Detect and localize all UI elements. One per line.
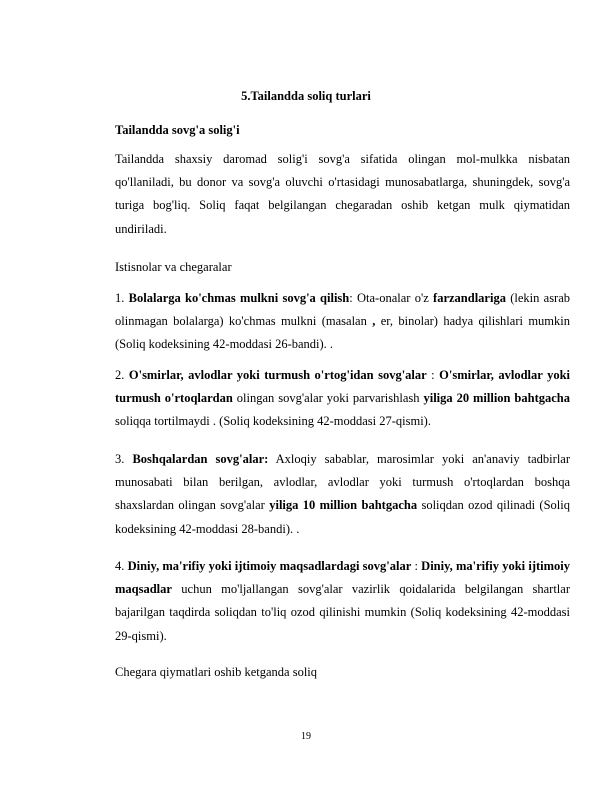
list-item-2: [88, 364, 570, 434]
list-item-bold: Boshqalardan sovg'alar:: [132, 452, 269, 466]
list-item-bold: yiliga 10 million bahtgacha: [269, 498, 418, 513]
closing-paragraph: [88, 661, 570, 684]
list-item-bold: ,: [372, 314, 376, 329]
list-item-bold: O'smirlar, avlodlar yoki turmush o'rtoqlardan: [115, 368, 571, 406]
list-item-text: (lekin asrab olinmagan bolalarga) ko'chmas mulkni (masalan: [115, 291, 571, 329]
list-item-bold: farzandlariga: [433, 291, 506, 305]
list-item-text: Axloqiy sabablar, marosimlar yoki an'anaviy tadbirlar munosabati bilan berilgan, avlodlar, avlodlar yoki turmush o'rtoqlardan boshqa shaxslardan olingan sovg'alar: [115, 452, 571, 513]
page-number: 19: [301, 731, 311, 742]
list-item-number: 1.: [115, 291, 125, 305]
list-item-bold: yiliga 20 million bahtgacha: [423, 391, 571, 406]
list-item-bold: Diniy, ma'rifiy yoki ijtimoiy maqsadlar: [115, 559, 571, 597]
list-item-text: :: [411, 559, 422, 573]
list-item-text: soliqqa tortilmaydi . (Soliq kodeksining 42-moddasi 27-qismi).: [115, 414, 431, 429]
list-item-bold: Bolalarga ko'chmas mulkni sovg'a qilish: [128, 291, 350, 305]
closing-text: Chegara qiymatlari oshib ketganda soliq: [115, 665, 318, 679]
list-item-bold: Diniy, ma'rifiy yoki ijtimoiy maqsadlardagi sovg'alar: [127, 559, 412, 573]
list-item-text: : Ota-onalar o'z: [349, 291, 434, 305]
list-item-4: [88, 555, 570, 648]
list-item-1: [88, 287, 570, 357]
list-item-text: uchun mo'ljallangan sovg'alar vazirlik qoidalarida belgilangan shartlar bajarilgan taqdirda soliqdan to'liq ozod qilinishi mumkin (Soliq kodeksining 42-moddasi 29-qismi).: [115, 582, 570, 643]
exemptions-heading-paragraph: [88, 256, 570, 279]
list-item-3: [88, 448, 570, 541]
page-title: 5.Tailandda soliq turlari: [241, 89, 371, 103]
list-item-text: :: [426, 368, 440, 382]
section-subheading: Tailandda sovg'a solig'i: [115, 123, 240, 137]
list-item-bold: O'smirlar, avlodlar yoki turmush o'rtog'idan sovg'alar: [128, 368, 427, 382]
intro-paragraph: [88, 148, 570, 241]
list-item-number: 4.: [115, 559, 125, 573]
list-item-text: soliqdan ozod qilinadi (Soliq kodeksining 42-moddasi 28-bandi). .: [115, 498, 570, 536]
list-item-number: 2.: [115, 368, 125, 382]
list-item-text: er, binolar) hadya qilishlari mumkin (Soliq kodeksining 42-moddasi 26-bandi). .: [115, 314, 570, 352]
exemptions-heading: Istisnolar va chegaralar: [115, 260, 232, 274]
list-item-text: olingan sovg'alar yoki parvarishlash: [232, 391, 424, 406]
intro-text: Tailandda shaxsiy daromad solig'i sovg'a sifatida olingan mol-mulkka nisbatan qo'llaniladi, bu donor va sovg'a oluvchi o'rtasidagi munosabatlarga, shuningdek, sovg'a turiga bog'liq. Soliq faqat belgilangan chegaradan oshib ketgan mulk qiymatidan undiriladi.: [115, 152, 570, 236]
list-item-number: 3.: [115, 452, 125, 466]
